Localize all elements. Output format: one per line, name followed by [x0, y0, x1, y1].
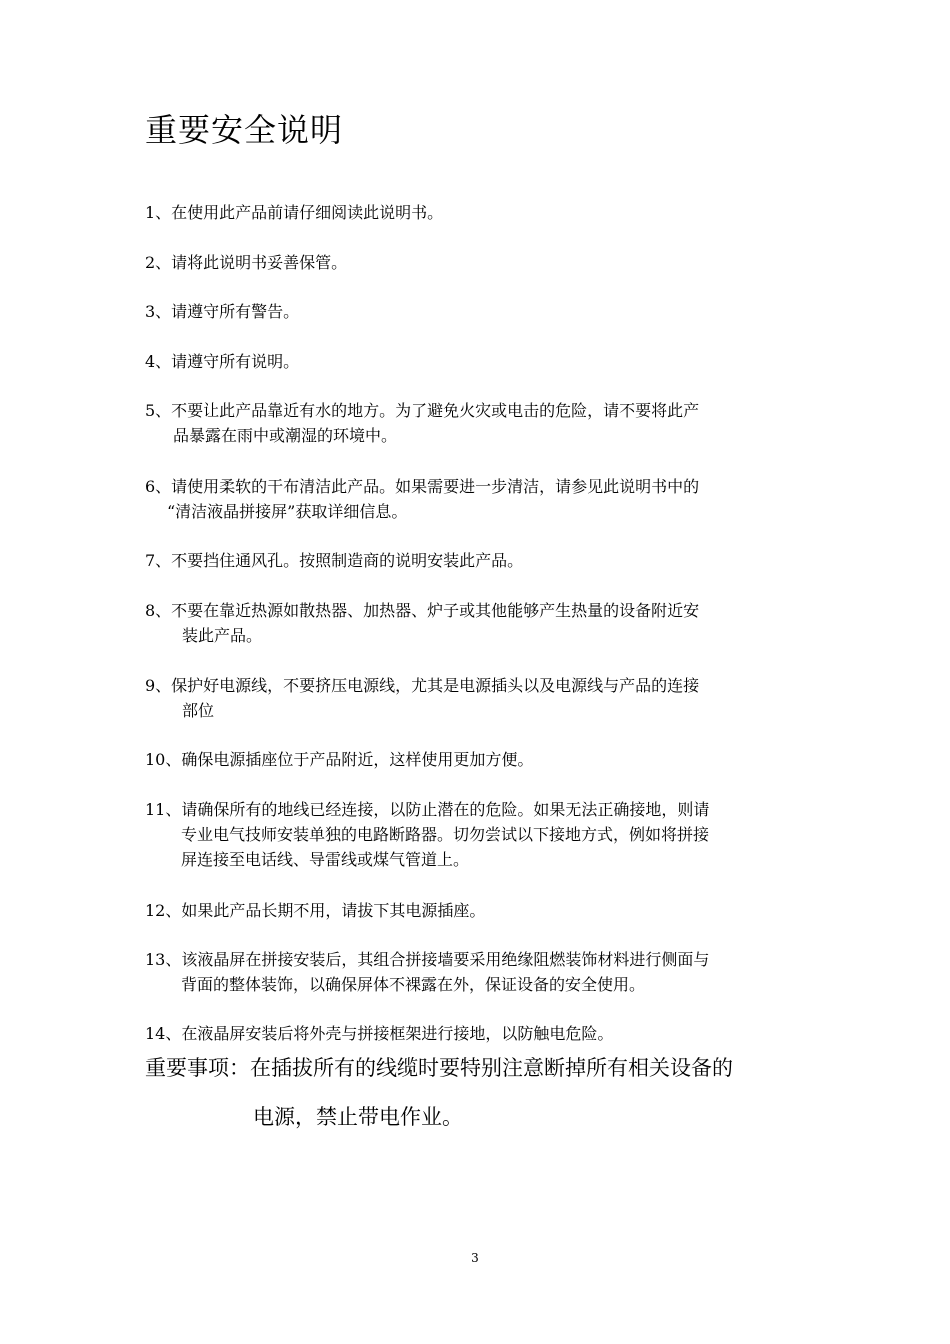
- instruction-text: 6、请使用柔软的干布清洁此产品。如果需要进一步清洁，请参见此说明书中的: [145, 477, 700, 496]
- instruction-text-continued: 背面的整体装饰，以确保屏体不裸露在外，保证设备的安全使用。: [181, 975, 646, 994]
- instruction-item-11: [145, 797, 825, 872]
- instruction-text: 12、如果此产品长期不用，请拔下其电源插座。: [145, 901, 486, 920]
- instruction-text: 13、该液晶屏在拼接安装后，其组合拼接墙要采用绝缘阻燃装饰材料进行侧面与: [145, 950, 710, 969]
- important-notice: 重要事项：在插拔所有的线缆时要特别注意断掉所有相关设备的: [145, 1056, 733, 1080]
- instruction-text: 3、请遵守所有警告。: [145, 302, 300, 321]
- instruction-item-13: [145, 947, 825, 997]
- instruction-text: 7、不要挡住通风孔。按照制造商的说明安装此产品。: [145, 551, 524, 570]
- instruction-item-8: [145, 598, 825, 648]
- instruction-item-2: [145, 250, 825, 275]
- instruction-text: 14、在液晶屏安装后将外壳与拼接框架进行接地，以防触电危险。: [145, 1024, 614, 1043]
- instruction-text: 8、不要在靠近热源如散热器、加热器、炉子或其他能够产生热量的设备附近安: [145, 601, 700, 620]
- instruction-text: 9、保护好电源线，不要挤压电源线，尤其是电源插头以及电源线与产品的连接: [145, 676, 700, 695]
- instruction-item-12: [145, 898, 825, 923]
- instruction-text: 2、请将此说明书妥善保管。: [145, 253, 348, 272]
- instruction-text: 1、在使用此产品前请仔细阅读此说明书。: [145, 203, 444, 222]
- instruction-item-1: [145, 200, 825, 225]
- instruction-item-6: [145, 474, 825, 524]
- instruction-text: 11、请确保所有的地线已经连接，以防止潜在的危险。如果无法正确接地，则请: [145, 800, 710, 819]
- instruction-text-continued: 装此产品。: [182, 626, 263, 645]
- page-title: 重要安全说明: [145, 111, 344, 149]
- page-number: 3: [471, 1251, 479, 1265]
- instruction-text-continued: 屏连接至电话线、导雷线或煤气管道上。: [181, 850, 470, 869]
- instruction-text: 5、不要让此产品靠近有水的地方。为了避免火灾或电击的危险，请不要将此产: [145, 401, 700, 420]
- instruction-item-4: [145, 349, 825, 374]
- instruction-item-7: [145, 548, 825, 573]
- important-notice-continued: 电源，禁止带电作业。: [253, 1105, 463, 1129]
- instruction-text: 4、请遵守所有说明。: [145, 352, 300, 371]
- instruction-item-14: [145, 1021, 825, 1046]
- instruction-text-continued: 部位: [182, 701, 215, 720]
- instruction-item-10: [145, 747, 825, 772]
- instruction-item-3: [145, 299, 825, 324]
- instruction-text-continued: 品暴露在雨中或潮湿的环境中。: [173, 426, 398, 445]
- instruction-text-continued: “清洁液晶拼接屏”获取详细信息。: [167, 502, 408, 521]
- instruction-item-5: [145, 398, 825, 448]
- instruction-item-9: [145, 673, 825, 723]
- instruction-text-continued: 专业电气技师安装单独的电路断路器。切勿尝试以下接地方式，例如将拼接: [181, 825, 710, 844]
- instruction-text: 10、确保电源插座位于产品附近，这样使用更加方便。: [145, 750, 534, 769]
